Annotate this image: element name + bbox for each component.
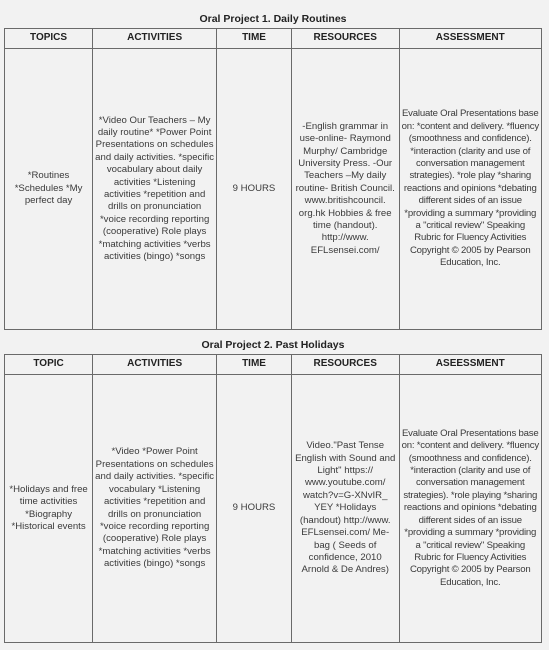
cell-time: 9 HOURS	[217, 375, 292, 643]
header-activities: ACTIVITIES	[93, 355, 217, 375]
header-time: TIME	[217, 355, 292, 375]
project-2-title: Oral Project 2. Past Holidays	[5, 336, 542, 355]
header-assessment: ASEESSMENT	[399, 355, 542, 375]
header-topic: TOPIC	[5, 355, 93, 375]
cell-activities: *Video *Power Point Presentations on schedules and daily activities. *specific vocabulary *Listening activities *repetition and drills on pronunciation *voice recording reporting (cooperative) Role plays *matching activities *verbs activities (bingo) *songs	[93, 375, 217, 643]
header-resources: RESOURCES	[291, 29, 399, 49]
cell-topics: *Holidays and free time activities *Biography *Historical events	[5, 375, 93, 643]
oral-project-2-table	[4, 336, 542, 643]
header-activities: ACTIVITIES	[93, 29, 217, 49]
oral-project-1-table	[4, 10, 542, 330]
cell-time: 9 HOURS	[217, 49, 292, 330]
header-assessment: ASSESSMENT	[399, 29, 542, 49]
cell-resources: -English grammar in use-online- Raymond Murphy/ Cambridge University Press. -Our Teachers –My daily routine- British Council. www.britishcouncil. org.hk Hobbies & free time (handout). http://www. EFLsensei.com/	[291, 49, 399, 330]
cell-activities: *Video Our Teachers – My daily routine* *Power Point Presentations on schedules and daily activities. *specific vocabulary about daily activities *Listening activities *repetition and drills on pronunciation *voice recording reporting (cooperative) Role plays *matching activities *verbs activities (bingo) *songs	[93, 49, 217, 330]
cell-resources: Video."Past Tense English with Sound and Light" https:// www.youtube.com/ watch?v=G-XNvIR_ YEY *Holidays (handout) http://www. EFLsensei.com/ Me-bag ( Seeds of confidence, 2010 Arnold & De Andres)	[291, 375, 399, 643]
header-resources: RESOURCES	[291, 355, 399, 375]
header-topics: TOPICS	[5, 29, 93, 49]
cell-assessment: Evaluate Oral Presentations base on: *content and delivery. *fluency (smoothness and confidence). *interaction (clarity and use of conversation management strategies). *role playing *sharing reactions and opinions *debating different sides of an issue *providing a summary *providing a "critical review" Speaking Rubric for Fluency Activities Copyright © 2005 by Pearson Education, Inc.	[399, 375, 542, 643]
header-time: TIME	[217, 29, 292, 49]
cell-topics: *Routines *Schedules *My perfect day	[5, 49, 93, 330]
project-1-title: Oral Project 1. Daily Routines	[5, 10, 542, 29]
cell-assessment: Evaluate Oral Presentations base on: *content and delivery. *fluency (smoothness and confidence). *interaction (clarity and use of conversation management strategies). *role play *sharing reactions and opinions *debating different sides of an issue *providing a summary *providing a "critical review" Speaking Rubric for Fluency Activities Copyright © 2005 by Pearson Education, Inc.	[399, 49, 542, 330]
